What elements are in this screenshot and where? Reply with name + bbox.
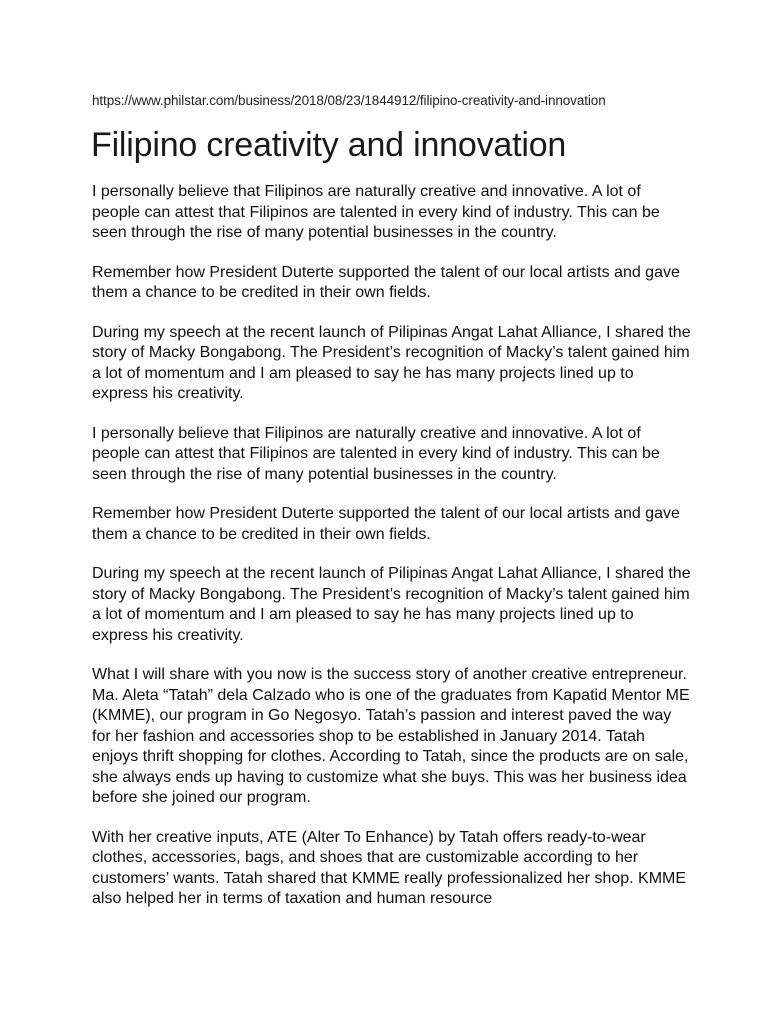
paragraph-1: I personally believe that Filipinos are naturally creative and innovative. A lot of people can attest that Filipinos are talented in every kind of industry. This can be seen through the rise of many potential businesses in the country. [92,183,660,241]
paragraph-2: Remember how President Duterte supported the talent of our local artists and gave them a chance to be credited in their own fields. [92,263,680,301]
article-body [92,182,692,929]
paragraph-5: Remember how President Duterte supported the talent of our local artists and gave them a chance to be credited in their own fields. [92,505,680,543]
paragraph-7: What I will share with you now is the success story of another creative entrepreneur. Ma. Aleta “Tatah” dela Calzado who is one of the graduates from Kapatid Mentor ME (KMME), our program in Go Negosyo. Tatah’s passion and interest paved the way for her fashion and accessories shop to be established in January 2014. Tatah enjoys thrift shopping for clothes. According to Tatah, since the products are on sale, she always ends up having to customize what she buys. This was her business idea before she joined our program. [92,666,690,806]
paragraph-6: During my speech at the recent launch of Pilipinas Angat Lahat Alliance, I shared the story of Macky Bongabong. The President’s recognition of Macky’s talent gained him a lot of momentum and I am pleased to say he has many projects lined up to express his creativity. [92,565,691,644]
paragraph-4: I personally believe that Filipinos are naturally creative and innovative. A lot of people can attest that Filipinos are talented in every kind of industry. This can be seen through the rise of many potential businesses in the country. [92,424,660,483]
article-title: Filipino creativity and innovation [91,126,567,164]
paragraph-3: During my speech at the recent launch of Pilipinas Angat Lahat Alliance, I shared the story of Macky Bongabong. The President’s recognition of Macky’s talent gained him a lot of momentum and I am pleased to say he has many projects lined up to express his creativity. [92,323,691,402]
source-url[interactable]: https://www.philstar.com/business/2018/08/23/1844912/filipino-creativity-and-innovation [92,93,606,108]
paragraph-8: With her creative inputs, ATE (Alter To Enhance) by Tatah offers ready-to-wear clothes, accessories, bags, and shoes that are customizable according to her customers’ wants. Tatah shared that KMME really professionalized her shop. KMME also helped her in terms of taxation and human resource [92,828,687,907]
